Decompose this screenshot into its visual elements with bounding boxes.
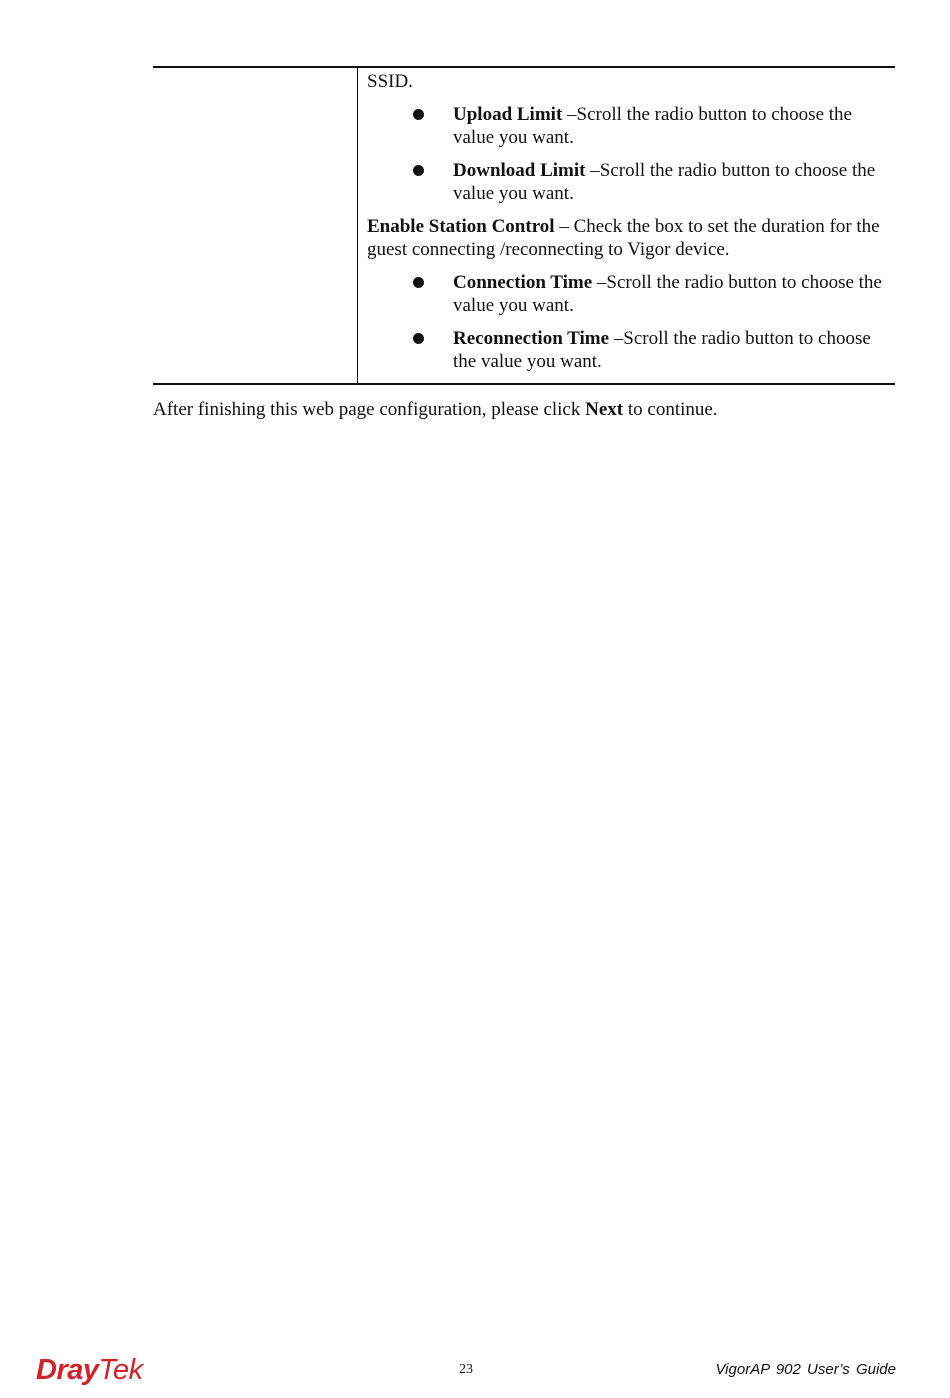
bullet-term: Reconnection Time: [453, 328, 610, 349]
after-suffix: to continue.: [623, 399, 718, 420]
bullet-icon: [413, 333, 424, 344]
bullet-icon: [413, 109, 424, 120]
station-control-desc: – Check the box to set the duration for the guest connecting /reconnecting to Vigor device.: [367, 216, 880, 260]
list-item-reconnection-time: [367, 327, 885, 373]
table-right-column: [358, 68, 895, 383]
ssid-text: SSID.: [367, 71, 413, 92]
station-control-term: Enable Station Control: [367, 216, 555, 237]
station-bullet-list: [367, 271, 885, 373]
station-control-paragraph: [367, 215, 885, 261]
bullet-icon: [413, 165, 424, 176]
bullet-desc: –Scroll the radio button to choose the value you want.: [453, 328, 871, 372]
bullet-term: Download Limit: [453, 160, 586, 181]
bullet-term: Connection Time: [453, 272, 593, 293]
after-prefix: After finishing this web page configuration, please click: [153, 399, 586, 420]
list-item-connection-time: [367, 271, 885, 317]
limit-bullet-list: [367, 103, 885, 205]
page-number: 23: [459, 1362, 473, 1377]
bullet-icon: [413, 277, 424, 288]
logo-dray: Dray: [36, 1354, 99, 1386]
bullet-desc: –Scroll the radio button to choose the value you want.: [453, 160, 876, 204]
after-config-paragraph: [153, 398, 895, 421]
bullet-desc: –Scroll the radio button to choose the value you want.: [453, 272, 882, 316]
list-item-download-limit: [367, 159, 885, 205]
logo-tek: Tek: [98, 1354, 143, 1386]
description-table: [153, 66, 895, 385]
next-keyword: Next: [585, 399, 624, 420]
list-item-upload-limit: [367, 103, 885, 149]
draytek-logo: [36, 1354, 143, 1387]
bullet-term: Upload Limit: [453, 104, 563, 125]
page-footer: [0, 1352, 950, 1392]
table-left-column: [153, 68, 358, 383]
bullet-desc: –Scroll the radio button to choose the value you want.: [453, 104, 852, 148]
guide-title: VigorAP 902 User’s Guide: [715, 1361, 896, 1378]
